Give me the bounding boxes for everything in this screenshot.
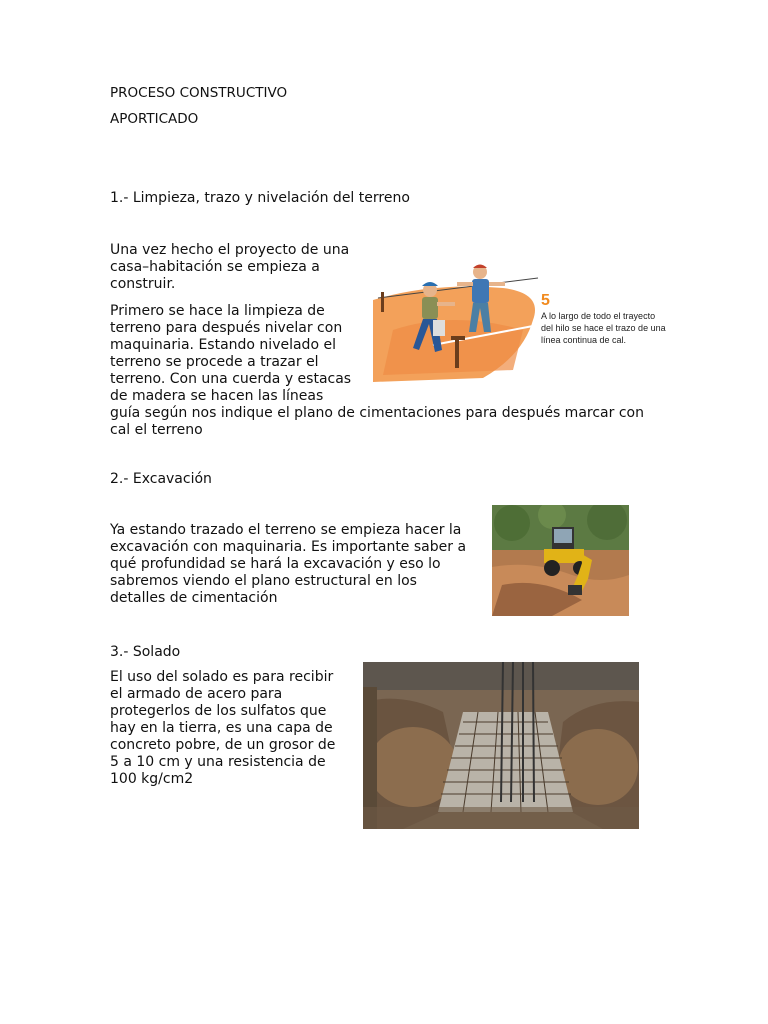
text-line: terreno se procede a trazar el	[110, 354, 319, 370]
caption-line: del hilo se hace el trazo de una	[541, 323, 666, 333]
document-title-line-1: PROCESO CONSTRUCTIVO	[110, 85, 288, 101]
image-caption	[541, 310, 666, 346]
text-line: el armado de acero para	[110, 686, 283, 702]
text-line: 100 kg/cm2	[110, 771, 194, 787]
section-2-heading: 2.- Excavación	[110, 471, 212, 487]
text-line: Una vez hecho el proyecto de una	[110, 242, 350, 258]
text-line: concreto pobre, de un grosor de	[110, 737, 336, 753]
text-line: casa–habitación se empieza a	[110, 259, 320, 275]
text-line: El uso del solado es para recibir	[110, 669, 334, 685]
text-line: hay en la tierra, es una capa de	[110, 720, 333, 736]
text-line: de madera se hacen las líneas	[110, 388, 324, 404]
text-line: terreno para después nivelar con	[110, 320, 343, 336]
text-line: 5 a 10 cm y una resistencia de	[110, 754, 326, 770]
section-1-paragraph-1	[110, 242, 349, 293]
step-number-label: 5	[541, 292, 550, 309]
text-line: protegerlos de los sulfatos que	[110, 703, 327, 719]
text-line: cal el terreno	[110, 422, 203, 438]
text-line: detalles de cimentación	[110, 590, 278, 606]
document-title-line-2: APORTICADO	[110, 111, 199, 127]
text-line: excavación con maquinaria. Es importante saber a	[110, 539, 467, 555]
section-3-heading: 3.- Solado	[110, 644, 181, 660]
text-line: sabremos viendo el plano estructural en los	[110, 573, 417, 589]
text-line: qué profundidad se hará la excavación y eso lo	[110, 556, 441, 572]
text-line: construir.	[110, 276, 176, 292]
section-2-paragraph	[110, 522, 466, 607]
text-line: terreno. Con una cuerda y estacas	[110, 371, 352, 387]
excavation-photo	[492, 505, 629, 616]
section-3-paragraph	[110, 669, 335, 788]
text-line: maquinaria. Estando nivelado el	[110, 337, 336, 353]
caption-line: A lo largo de todo el trayecto	[541, 311, 656, 321]
section-1-heading: 1.- Limpieza, trazo y nivelación del terreno	[110, 190, 410, 206]
rebar-trench-photo	[363, 662, 639, 829]
layout-illustration-image	[373, 260, 688, 382]
caption-line: línea continua de cal.	[541, 335, 627, 345]
text-line: Primero se hace la limpieza de	[110, 303, 325, 319]
text-line: guía según nos indique el plano de cimentaciones para después marcar con	[110, 405, 644, 421]
text-line: Ya estando trazado el terreno se empieza hacer la	[110, 522, 462, 538]
